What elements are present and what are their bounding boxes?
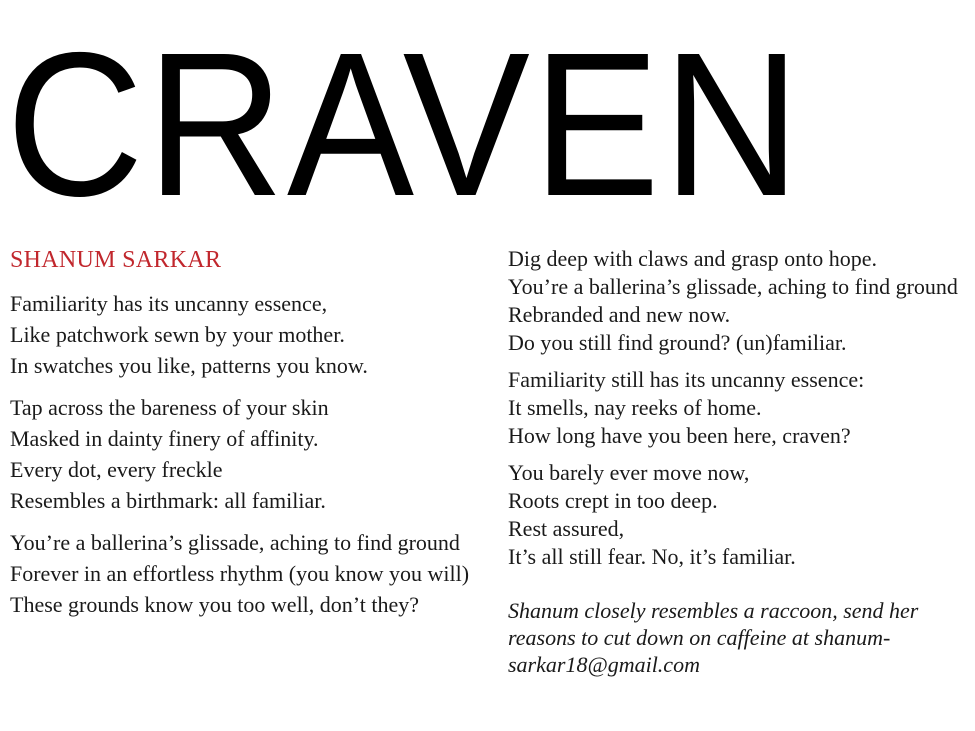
poem-line: Familiarity still has its uncanny essence: — [508, 367, 865, 392]
poem-line: You’re a ballerina’s glissade, aching to find ground — [508, 274, 958, 299]
author-bio: Shanum closely resembles a raccoon, send her reasons to cut down on caffeine at shanum-sarkar18@gmail.com — [508, 598, 919, 677]
left-column — [10, 243, 480, 631]
poem-line: It’s all still fear. No, it’s familiar. — [508, 544, 796, 569]
poem-line: Roots crept in too deep. — [508, 488, 718, 513]
poem-line: In swatches you like, patterns you know. — [10, 353, 368, 378]
stanza — [10, 392, 480, 516]
poem-line: Rest assured, — [508, 516, 625, 541]
poem-line: Like patchwork sewn by your mother. — [10, 322, 345, 347]
poem-line: Tap across the bareness of your skin — [10, 395, 329, 420]
stanza — [508, 459, 968, 571]
stanza — [10, 288, 480, 381]
poem-line: You barely ever move now, — [508, 460, 750, 485]
poem-line: Masked in dainty finery of affinity. — [10, 426, 319, 451]
author-name: SHANUM SARKAR — [10, 247, 222, 273]
right-column — [508, 245, 968, 678]
poem-line: You’re a ballerina’s glissade, aching to find ground — [10, 530, 460, 555]
poem-line: Resembles a birthmark: all familiar. — [10, 488, 326, 513]
stanza — [10, 527, 480, 620]
stanza — [508, 245, 968, 357]
poem-line: It smells, nay reeks of home. — [508, 395, 762, 420]
poem-line: How long have you been here, craven? — [508, 423, 851, 448]
poem-line: Forever in an effortless rhythm (you know you will) — [10, 561, 470, 586]
poem-line: Dig deep with claws and grasp onto hope. — [508, 246, 878, 271]
stanza — [508, 366, 968, 450]
poem-line: These grounds know you too well, don’t they? — [10, 592, 419, 617]
poem-line: Rebranded and new now. — [508, 302, 731, 327]
poem-line: Do you still find ground? (un)familiar. — [508, 330, 847, 355]
poem-title: CRAVEN — [6, 10, 804, 239]
poem-line: Every dot, every freckle — [10, 457, 223, 482]
poem-line: Familiarity has its uncanny essence, — [10, 291, 328, 316]
